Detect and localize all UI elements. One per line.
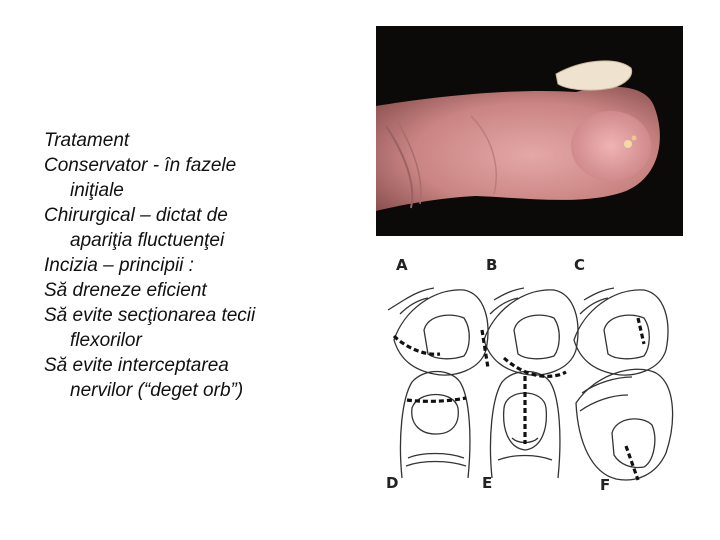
finger-b <box>484 288 578 375</box>
label-f: F <box>600 476 611 494</box>
finger-sketches <box>376 248 683 498</box>
principle-nerves: Să evite interceptarea <box>44 355 229 376</box>
incision-diagram <box>376 248 683 498</box>
chirurgical-line-cont: apariţia fluctuenţei <box>70 230 225 251</box>
chirurgical-line: Chirurgical – dictat de <box>44 205 228 226</box>
principle-drain: Să dreneze eficient <box>44 280 207 301</box>
heading-tratament: Tratament <box>44 130 130 151</box>
principle-nerves-cont: nervilor (“deget orb”) <box>70 380 244 401</box>
label-b: B <box>486 256 498 274</box>
label-a: A <box>396 256 408 274</box>
principle-sheath-cont: flexorilor <box>70 330 142 351</box>
incision-f <box>626 446 638 480</box>
conservator-line: Conservator - în fazele <box>44 155 237 176</box>
finger-d <box>400 372 469 479</box>
conservator-line-cont: iniţiale <box>70 180 124 201</box>
finger-a <box>388 288 488 375</box>
incizia-line: Incizia – principii : <box>44 255 194 276</box>
label-e: E <box>482 474 493 492</box>
label-c: C <box>574 256 586 274</box>
principle-sheath: Să evite secţionarea tecii <box>44 305 256 326</box>
incision-d <box>407 398 466 401</box>
label-d: D <box>386 474 399 492</box>
fingertip-photo <box>376 26 683 236</box>
incision-c <box>638 318 644 344</box>
finger-f <box>576 369 673 480</box>
treatment-text <box>44 128 344 403</box>
finger-c <box>574 288 668 375</box>
